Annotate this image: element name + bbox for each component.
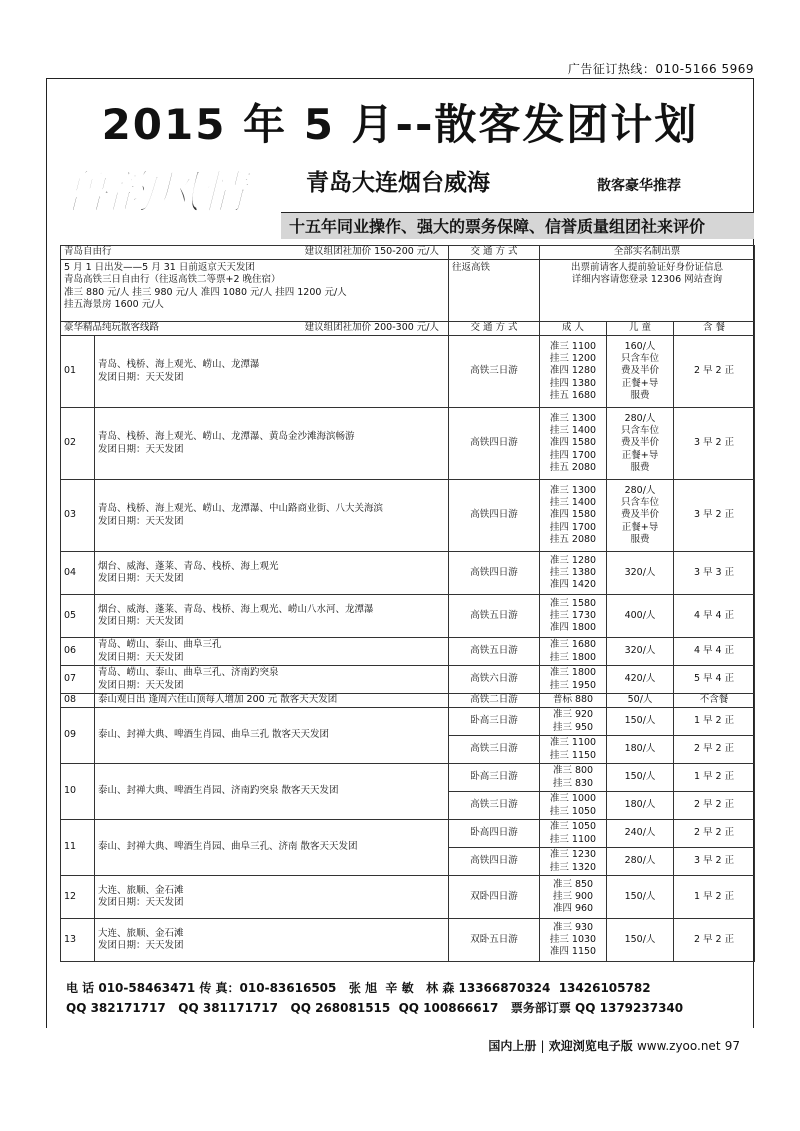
route-meals: 1 早 2 正 bbox=[674, 876, 755, 919]
route-description: 泰山、封禅大典、啤酒生肖园、曲阜三孔 散客天天发团 bbox=[95, 708, 449, 764]
section2-header bbox=[61, 322, 755, 336]
brand-logo bbox=[56, 160, 286, 222]
route-adult-price: 准三 1100 挂三 1150 bbox=[540, 736, 607, 764]
section1-name: 青岛自由行 bbox=[64, 246, 112, 258]
meal-header: 含 餐 bbox=[674, 322, 755, 336]
route-row bbox=[61, 480, 755, 552]
schedule-table bbox=[60, 245, 755, 962]
route-transport: 卧高四日游 bbox=[449, 820, 540, 848]
route-meals: 2 早 2 正 bbox=[674, 336, 755, 408]
route-meals: 4 早 4 正 bbox=[674, 638, 755, 666]
route-child-price: 150/人 bbox=[607, 708, 674, 736]
route-number: 10 bbox=[61, 764, 95, 820]
ad-hotline: 广告征订热线：010-5166 5969 bbox=[567, 62, 754, 76]
route-number: 12 bbox=[61, 876, 95, 919]
section2-transport-header: 交 通 方 式 bbox=[449, 322, 540, 336]
route-child-price: 240/人 bbox=[607, 820, 674, 848]
route-row bbox=[61, 694, 755, 708]
route-transport: 高铁五日游 bbox=[449, 638, 540, 666]
route-meals: 2 早 2 正 bbox=[674, 820, 755, 848]
route-description: 青岛、崂山、泰山、曲阜三孔、济南趵突泉 发团日期：天天发团 bbox=[95, 666, 449, 694]
route-adult-price: 准三 920 挂三 950 bbox=[540, 708, 607, 736]
footer-site: www.zyoo.net bbox=[636, 1039, 721, 1053]
route-meals: 3 早 2 正 bbox=[674, 848, 755, 876]
footer-page-number: 97 bbox=[724, 1039, 740, 1053]
route-row bbox=[61, 708, 755, 736]
route-child-price: 280/人 只含车位 费及半价 正餐+导 服费 bbox=[607, 480, 674, 552]
route-description: 青岛、栈桥、海上观光、崂山、龙潭瀑、中山路商业街、八大关海滨 发团日期：天天发团 bbox=[95, 480, 449, 552]
route-transport: 双卧四日游 bbox=[449, 876, 540, 919]
route-transport: 双卧五日游 bbox=[449, 919, 540, 962]
route-adult-price: 准三 1800 挂三 1950 bbox=[540, 666, 607, 694]
route-description: 青岛、栈桥、海上观光、崂山、龙潭瀑 发团日期：天天发团 bbox=[95, 336, 449, 408]
route-description: 泰山、封禅大典、啤酒生肖园、曲阜三孔、济南 散客天天发团 bbox=[95, 820, 449, 876]
route-adult-price: 准三 1050 挂三 1100 bbox=[540, 820, 607, 848]
route-child-price: 400/人 bbox=[607, 595, 674, 638]
route-adult-price: 准三 1230 挂三 1320 bbox=[540, 848, 607, 876]
route-description: 泰山、封禅大典、啤酒生肖园、济南趵突泉 散客天天发团 bbox=[95, 764, 449, 820]
route-adult-price: 准三 1680 挂三 1800 bbox=[540, 638, 607, 666]
route-meals: 3 早 3 正 bbox=[674, 552, 755, 595]
route-transport: 高铁三日游 bbox=[449, 792, 540, 820]
route-row bbox=[61, 666, 755, 694]
route-child-price: 50/人 bbox=[607, 694, 674, 708]
route-meals: 不含餐 bbox=[674, 694, 755, 708]
route-child-price: 420/人 bbox=[607, 666, 674, 694]
route-number: 06 bbox=[61, 638, 95, 666]
footer-separator: | bbox=[540, 1039, 545, 1053]
route-number: 09 bbox=[61, 708, 95, 764]
route-transport: 高铁三日游 bbox=[449, 736, 540, 764]
route-number: 04 bbox=[61, 552, 95, 595]
route-adult-price: 准三 800 挂三 830 bbox=[540, 764, 607, 792]
route-title: 青岛大连烟台威海 bbox=[306, 170, 490, 196]
route-number: 03 bbox=[61, 480, 95, 552]
recommend-label: 散客豪华推荐 bbox=[597, 178, 681, 194]
section1-ticket-header: 全部实名制出票 bbox=[540, 246, 755, 260]
section1-price-note: 建议组团社加价 150-200 元/人 bbox=[304, 246, 440, 258]
route-description: 大连、旅顺、金石滩 发团日期：天天发团 bbox=[95, 876, 449, 919]
route-adult-price: 准三 1300 挂三 1400 准四 1580 挂四 1700 挂五 2080 bbox=[540, 408, 607, 480]
route-meals: 1 早 2 正 bbox=[674, 708, 755, 736]
route-meals: 3 早 2 正 bbox=[674, 408, 755, 480]
section1-details: 5 月 1 日出发——5 月 31 日前返京天天发团 青岛高铁三日自由行（往返高铁二等票+2 晚住宿） 准三 880 元/人 挂三 980 元/人 准四 1080 元/人 挂四 1200 元/人 挂五海景房 1600 元/人 bbox=[61, 260, 449, 322]
adult-header: 成 人 bbox=[540, 322, 607, 336]
page-footer bbox=[488, 1037, 740, 1054]
child-header: 儿 童 bbox=[607, 322, 674, 336]
brand-logo-text: 鲁韵风情 bbox=[62, 165, 246, 219]
route-child-price: 150/人 bbox=[607, 919, 674, 962]
route-child-price: 280/人 bbox=[607, 848, 674, 876]
slogan-banner: 十五年同业操作、强大的票务保障、信誉质量组团社来评价 bbox=[281, 212, 754, 239]
route-meals: 4 早 4 正 bbox=[674, 595, 755, 638]
route-adult-price: 准三 930 挂三 1030 准四 1150 bbox=[540, 919, 607, 962]
route-adult-price: 准三 1000 挂三 1050 bbox=[540, 792, 607, 820]
route-number: 01 bbox=[61, 336, 95, 408]
footer-section: 国内上册 bbox=[488, 1039, 537, 1053]
route-number: 07 bbox=[61, 666, 95, 694]
route-transport: 高铁四日游 bbox=[449, 552, 540, 595]
route-adult-price: 普标 880 bbox=[540, 694, 607, 708]
route-adult-price: 准三 850 挂三 900 准四 960 bbox=[540, 876, 607, 919]
route-child-price: 150/人 bbox=[607, 764, 674, 792]
contact-line-2: QQ 382171717 QQ 381171717 QQ 268081515 QQ 100866617 票务部订票 QQ 1379237340 bbox=[66, 1001, 684, 1015]
section1-transport-header: 交 通 方 式 bbox=[449, 246, 540, 260]
route-description: 青岛、崂山、泰山、曲阜三孔 发团日期：天天发团 bbox=[95, 638, 449, 666]
route-number: 08 bbox=[61, 694, 95, 708]
contact-line-1: 电 话 010-58463471 传 真：010-83616505 张 旭 辛 敏 林 森 13366870324 13426105782 bbox=[66, 981, 651, 995]
route-meals: 3 早 2 正 bbox=[674, 480, 755, 552]
route-description: 泰山观日出 逢周六住山顶每人增加 200 元 散客天天发团 bbox=[95, 694, 449, 708]
route-row bbox=[61, 408, 755, 480]
route-number: 13 bbox=[61, 919, 95, 962]
route-child-price: 150/人 bbox=[607, 876, 674, 919]
route-row bbox=[61, 595, 755, 638]
route-child-price: 160/人 只含车位 费及半价 正餐+导 服费 bbox=[607, 336, 674, 408]
route-row bbox=[61, 764, 755, 792]
route-adult-price: 准三 1280 挂三 1380 准四 1420 bbox=[540, 552, 607, 595]
route-transport: 高铁四日游 bbox=[449, 480, 540, 552]
route-adult-price: 准三 1580 挂三 1730 准四 1800 bbox=[540, 595, 607, 638]
route-child-price: 180/人 bbox=[607, 736, 674, 764]
route-row bbox=[61, 552, 755, 595]
section1-header bbox=[61, 246, 755, 260]
route-transport: 卧高三日游 bbox=[449, 708, 540, 736]
route-transport: 高铁六日游 bbox=[449, 666, 540, 694]
route-transport: 高铁三日游 bbox=[449, 336, 540, 408]
section2-price-note: 建议组团社加价 200-300 元/人 bbox=[304, 322, 440, 334]
route-row bbox=[61, 820, 755, 848]
route-description: 烟台、威海、蓬莱、青岛、栈桥、海上观光 发团日期：天天发团 bbox=[95, 552, 449, 595]
section1-title-cell bbox=[61, 246, 449, 260]
route-meals: 5 早 4 正 bbox=[674, 666, 755, 694]
route-row bbox=[61, 919, 755, 962]
route-child-price: 280/人 只含车位 费及半价 正餐+导 服费 bbox=[607, 408, 674, 480]
route-meals: 2 早 2 正 bbox=[674, 736, 755, 764]
route-transport: 卧高三日游 bbox=[449, 764, 540, 792]
route-child-price: 320/人 bbox=[607, 552, 674, 595]
contact-block bbox=[66, 978, 683, 1018]
section2-name: 豪华精品纯玩散客线路 bbox=[64, 322, 160, 334]
route-row bbox=[61, 638, 755, 666]
section1-ticket-info: 出票前请客人提前验证好身份证信息 详细内容请您登录 12306 网站查询 bbox=[540, 260, 755, 322]
route-transport: 高铁四日游 bbox=[449, 408, 540, 480]
route-transport: 高铁五日游 bbox=[449, 595, 540, 638]
route-row bbox=[61, 336, 755, 408]
route-meals: 2 早 2 正 bbox=[674, 919, 755, 962]
route-row bbox=[61, 876, 755, 919]
route-child-price: 320/人 bbox=[607, 638, 674, 666]
section1-transport: 往返高铁 bbox=[449, 260, 540, 322]
route-transport: 高铁二日游 bbox=[449, 694, 540, 708]
route-meals: 1 早 2 正 bbox=[674, 764, 755, 792]
route-description: 大连、旅顺、金石滩 发团日期：天天发团 bbox=[95, 919, 449, 962]
footer-text: 欢迎浏览电子版 bbox=[548, 1039, 633, 1053]
route-adult-price: 准三 1300 挂三 1400 准四 1580 挂四 1700 挂五 2080 bbox=[540, 480, 607, 552]
route-meals: 2 早 2 正 bbox=[674, 792, 755, 820]
route-number: 05 bbox=[61, 595, 95, 638]
route-child-price: 180/人 bbox=[607, 792, 674, 820]
route-adult-price: 准三 1100 挂三 1200 准四 1280 挂四 1380 挂五 1680 bbox=[540, 336, 607, 408]
route-description: 青岛、栈桥、海上观光、崂山、龙潭瀑、黄岛金沙滩海滨畅游 发团日期：天天发团 bbox=[95, 408, 449, 480]
route-transport: 高铁四日游 bbox=[449, 848, 540, 876]
route-description: 烟台、威海、蓬莱、青岛、栈桥、海上观光、崂山八水河、龙潭瀑 发团日期：天天发团 bbox=[95, 595, 449, 638]
route-number: 02 bbox=[61, 408, 95, 480]
section1-row bbox=[61, 260, 755, 322]
page-title: 2015 年 5 月--散客发团计划 bbox=[101, 100, 699, 149]
route-number: 11 bbox=[61, 820, 95, 876]
section2-title-cell bbox=[61, 322, 449, 336]
